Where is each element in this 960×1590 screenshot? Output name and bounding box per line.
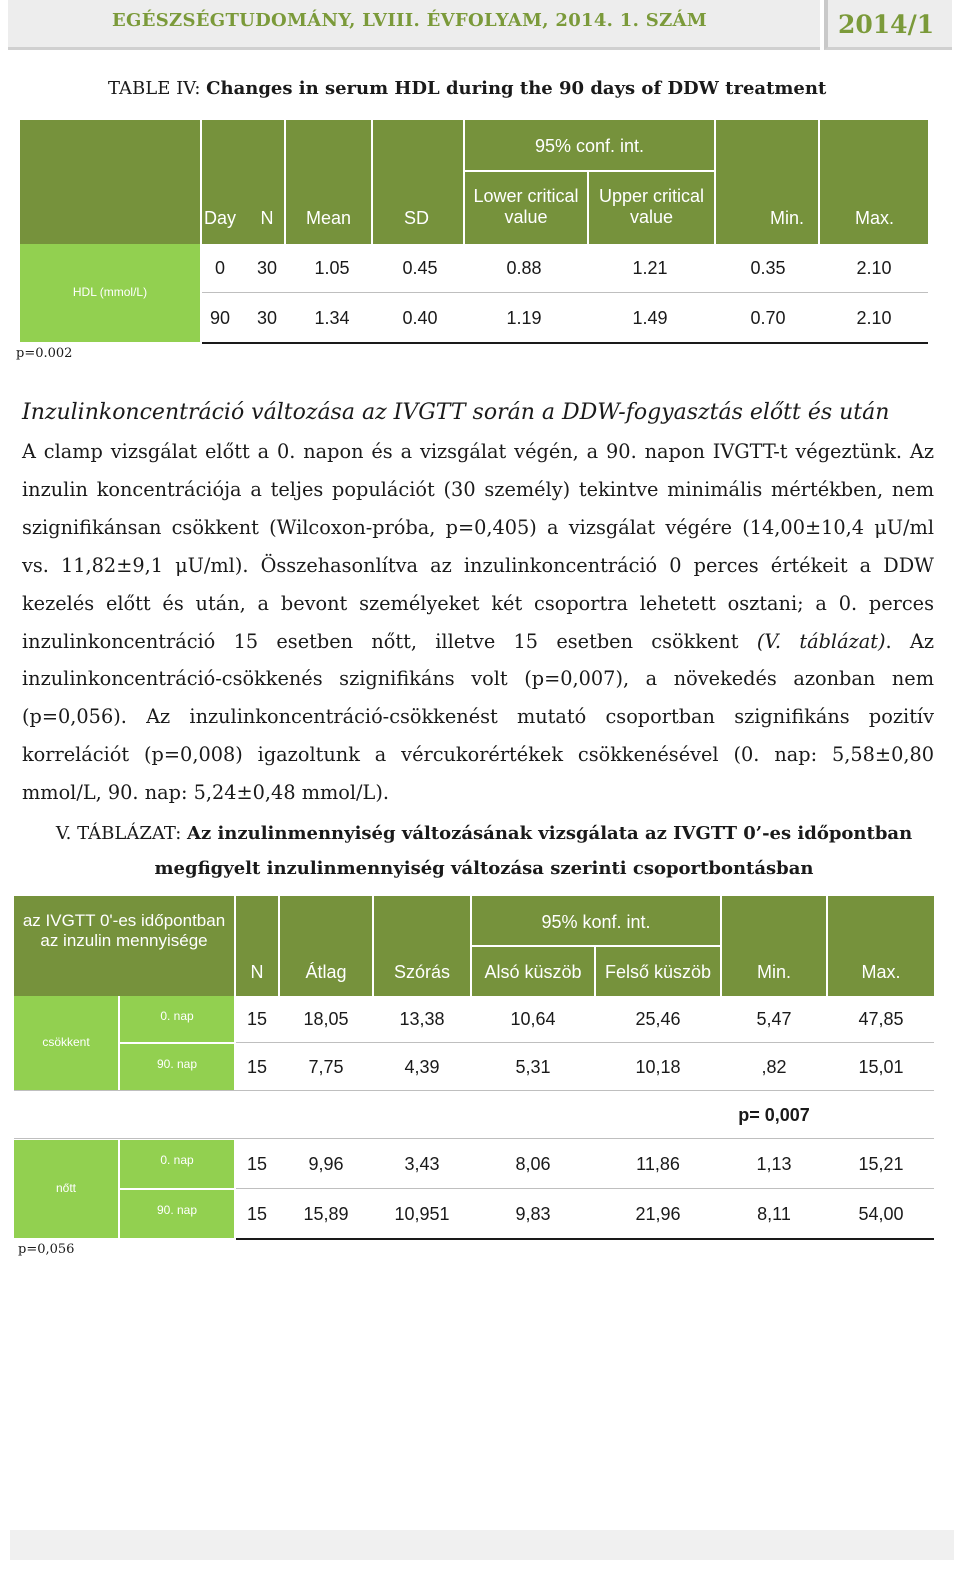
section-paragraph [22, 433, 934, 812]
table-cell: 15,89 [280, 1190, 372, 1238]
table4-col-max: Max. [820, 200, 928, 236]
table5 [14, 896, 934, 1242]
table-cell: 15 [236, 996, 278, 1042]
table4-col-upper: Upper critical value [589, 178, 714, 236]
table4-col-n: N [252, 200, 282, 236]
table5-group-label: nőtt [14, 1140, 118, 1238]
page-footer-band [10, 1530, 954, 1560]
table-cell: 1.05 [310, 244, 354, 292]
table5-col-upper: Felső küszöb [596, 954, 720, 990]
table-cell: 25,46 [596, 996, 720, 1042]
table5-col-lower: Alsó küszöb [472, 954, 594, 990]
table5-caption-prefix: V. TÁBLÁZAT: [55, 823, 187, 844]
table4-col-sd: SD [373, 200, 463, 236]
table5-col-sd: Szórás [374, 954, 470, 990]
table-cell: 90 [202, 294, 238, 342]
table-cell: 9,83 [472, 1190, 594, 1238]
journal-header [4, 0, 956, 54]
table-cell: 18,05 [280, 996, 372, 1042]
table-cell: 1.49 [628, 294, 672, 342]
table4-caption-prefix: TABLE IV: [108, 78, 207, 99]
table5-col-mean: Átlag [280, 954, 372, 990]
table5-day-label: 0. nap [120, 996, 234, 1042]
table-cell: 5,47 [722, 996, 826, 1042]
issue-number: 2014/1 [838, 10, 935, 39]
table4-col-min: Min. [716, 200, 818, 236]
table-cell: 10,951 [374, 1190, 470, 1238]
table-cell: 3,43 [374, 1140, 470, 1188]
table-cell: 0 [202, 244, 238, 292]
table-cell: 30 [252, 244, 282, 292]
table5-p-value: p= 0,007 [722, 1092, 826, 1138]
table-cell: 1.21 [628, 244, 672, 292]
table-cell: 54,00 [828, 1190, 934, 1238]
table-cell: 0.70 [746, 294, 790, 342]
table4-col-day: Day [202, 200, 238, 236]
table5-caption [34, 816, 934, 886]
table4-col-mean: Mean [286, 200, 371, 236]
table-cell: 8,06 [472, 1140, 594, 1188]
table-cell: 21,96 [596, 1190, 720, 1238]
table5-col-min: Min. [722, 954, 826, 990]
table4-caption [108, 78, 826, 99]
table-cell: 47,85 [828, 996, 934, 1042]
table4-row-label: HDL (mmol/L) [20, 244, 200, 342]
table-cell: 5,31 [472, 1044, 594, 1090]
table-cell: 15,21 [828, 1140, 934, 1188]
table-cell: 15,01 [828, 1044, 934, 1090]
table5-day-label: 90. nap [120, 1044, 234, 1090]
table-cell: 11,86 [596, 1140, 720, 1188]
table-cell: ,82 [722, 1044, 826, 1090]
table-cell: 2.10 [852, 294, 896, 342]
table5-col-n: N [236, 954, 278, 990]
table5-caption-title: Az inzulinmennyiség változásának vizsgálata az IVGTT 0’-es időpontban megfigyelt inzulinmennyiség változása szerinti csoportbontásban [154, 823, 913, 879]
table5-day-label: 0. nap [120, 1140, 234, 1188]
table-cell: 15 [236, 1140, 278, 1188]
table5-conf-group: 95% konf. int. [472, 902, 720, 942]
table-cell: 9,96 [280, 1140, 372, 1188]
table-cell: 8,11 [722, 1190, 826, 1238]
table-cell: 1.19 [502, 294, 546, 342]
table4-col-lower: Lower critical value [465, 178, 587, 236]
table-cell: 15 [236, 1190, 278, 1238]
journal-title: EGÉSZSÉGTUDOMÁNY, LVIII. ÉVFOLYAM, 2014. 1. SZÁM [112, 10, 707, 31]
table4-conf-group: 95% conf. int. [465, 126, 714, 166]
table-cell: 0.45 [398, 244, 442, 292]
table-cell: 4,39 [374, 1044, 470, 1090]
issue-box [824, 0, 952, 50]
table4-p-note: p=0.002 [16, 346, 73, 361]
journal-title-bar [8, 0, 820, 50]
table-cell: 10,18 [596, 1044, 720, 1090]
table5-day-label: 90. nap [120, 1190, 234, 1238]
table-cell: 13,38 [374, 996, 470, 1042]
table-cell: 15 [236, 1044, 278, 1090]
section-heading: Inzulinkoncentráció változása az IVGTT során a DDW-fogyasztás előtt és után [22, 400, 890, 425]
table-cell: 30 [252, 294, 282, 342]
table5-col-max: Max. [828, 954, 934, 990]
table-reference: (V. táblázat) [756, 629, 886, 653]
table-cell: 7,75 [280, 1044, 372, 1090]
table-cell: 1.34 [310, 294, 354, 342]
table4-caption-title: Changes in serum HDL during the 90 days of DDW treatment [206, 78, 827, 99]
table-cell: 1,13 [722, 1140, 826, 1188]
table4 [20, 120, 928, 344]
table-cell: 2.10 [852, 244, 896, 292]
table-cell: 0.35 [746, 244, 790, 292]
table5-p-note: p=0,056 [18, 1242, 75, 1257]
table-cell: 0.40 [398, 294, 442, 342]
paragraph-text-1: A clamp vizsgálat előtt a 0. napon és a vizsgálat végén, a 90. napon IVGTT-t végeztünk. Az inzulin koncentrációja a teljes populációt (30 személy) tekintve minimális mértékben, nem szignifikánsan csökkent (Wilcoxon-próba, p=0,405) a vizsgálat végére (14,00±10,4 μU/ml vs. 11,82±9,1 μU/ml). Összehasonlítva az inzulinkoncentráció 0 perces értékeit a DDW kezelés előtt és után, a bevont személyeket két csoportra lehetett osztani; a 0. perces inzulinkoncentráció 15 esetben nőtt, illetve 15 esetben csökkent [22, 440, 934, 653]
table5-group-label: csökkent [14, 996, 118, 1090]
table-cell: 0.88 [502, 244, 546, 292]
table-cell: 10,64 [472, 996, 594, 1042]
paragraph-text-2: . Az inzulinkoncentráció-csökkenés szignifikáns volt (p=0,007), a növekedés azonban nem (p=0,056). Az inzulinkoncentráció-csökkenést mutató csoportban szignifikáns pozitív korrelációt (p=0,008) igazoltunk a vércukorértékek csökkenésével (0. nap: 5,58±0,80 mmol/L, 90. nap: 5,24±0,48 mmol/L). [22, 629, 935, 805]
table5-corner-label: az IVGTT 0'-es időpontban az inzulin mennyisége [14, 906, 234, 956]
